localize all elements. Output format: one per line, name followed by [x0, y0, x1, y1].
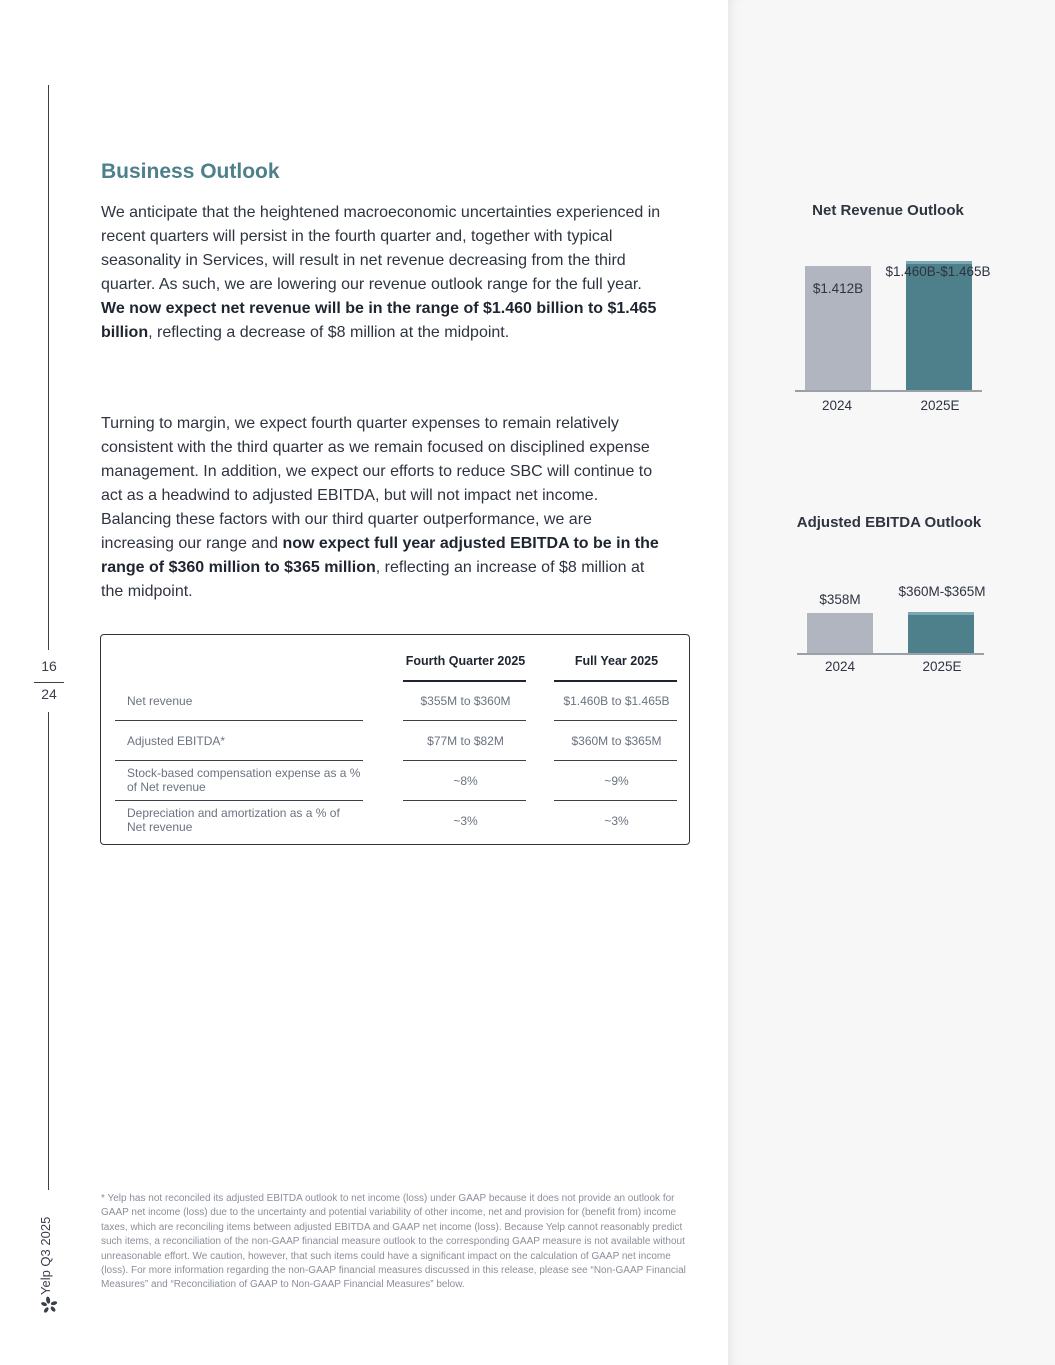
header-underline-q4 — [403, 680, 526, 682]
net-revenue-chart-title: Net Revenue Outlook — [812, 202, 964, 219]
page-number-divider — [34, 682, 64, 683]
cell-depreciation-fy: ~3% — [604, 814, 629, 828]
row-divider — [403, 760, 526, 761]
footnote: * Yelp has not reconciled its adjusted EBITDA outlook to net income (loss) under GAAP because it does not provide an outlook for GAAP net income (loss) due to the uncertainty and potential variability of other income, net and provision for (benefit from) income taxes, which are reconciling items between adjusted EBITDA and GAAP net income (loss). Because Yelp cannot reasonably predict such items, a reconciliation of the non-GAAP financial measure outlook to the corresponding GAAP measure is not available without unreasonable effort. We caution, however, that such items could have a significant impact on the calculation of GAAP net income (loss). For more information regarding the non-GAAP financial measures discussed in this release, please see “Non-GAAP Financial Measures” and “Reconciliation of GAAP to Non-GAAP Financial Measures” below. — [101, 1193, 686, 1291]
page-number-current: 16 — [41, 658, 57, 674]
row-divider — [403, 800, 526, 801]
adjusted-ebitda-label-2025e: $360M-$365M — [898, 584, 986, 599]
cell-sbc-q4: ~8% — [453, 774, 478, 788]
paragraph-text: We anticipate that the heightened macroeconomic uncertainties experienced in recent quarters will persist in the fourth quarter and, together with typical seasonality in Services, will result in net revenue decreasing from the third quarter. As such, we are lowering our revenue outlook range for the full year. — [101, 204, 661, 293]
report-label: Yelp Q3 2025 — [38, 1216, 53, 1295]
net-revenue-label-2025e: $1.460B-$1.465B — [885, 264, 991, 279]
adjusted-ebitda-category-2025e: 2025E — [922, 659, 962, 674]
cell-sbc-fy: ~9% — [604, 774, 629, 788]
row-divider — [403, 720, 526, 721]
rail-line-top — [48, 85, 49, 650]
cell-depreciation-q4: ~3% — [453, 814, 478, 828]
adjusted-ebitda-bar-2025e-range-cap — [908, 612, 974, 615]
cell-net-revenue-q4: $355M to $360M — [420, 694, 511, 708]
net-revenue-bar-2025e — [906, 262, 972, 390]
net-revenue-label-2024: $1.412B — [812, 281, 864, 296]
paragraph-highlight: We now expect net revenue will be in the range of $1.460 billion to $1.465 billion — [101, 300, 657, 341]
column-header-fy: Full Year 2025 — [574, 654, 659, 668]
adjusted-ebitda-category-2024: 2024 — [824, 659, 856, 674]
section-title: Business Outlook — [101, 160, 280, 183]
outlook-table — [100, 634, 690, 845]
cell-adjusted-ebitda-fy: $360M to $365M — [571, 734, 662, 748]
row-label-depreciation: Depreciation and amortization as a % of Net revenue — [127, 806, 340, 834]
row-divider — [554, 720, 677, 721]
row-divider — [554, 800, 677, 801]
paragraph-text: , reflecting a decrease of $8 million at the midpoint. — [148, 324, 510, 341]
paragraph-highlight: now expect full year adjusted EBITDA to be in the range of $360 million to $365 million — [101, 535, 659, 576]
paragraph-text: , reflecting an increase of $8 million at the midpoint. — [101, 559, 645, 600]
revenue-outlook-paragraph — [101, 201, 661, 345]
row-label-net-revenue: Net revenue — [127, 694, 193, 708]
adjusted-ebitda-label-2024: $358M — [819, 592, 861, 607]
paragraph-text: Turning to margin, we expect fourth quarter expenses to remain relatively consistent with the third quarter as we remain focused on disciplined expense management. In addition, we expect our efforts to reduce SBC will continue to act as a headwind to adjusted EBITDA, but will not impact net income. Balancing these factors with our third quarter outperformance, we are increasing our range and — [101, 415, 653, 552]
row-divider — [115, 760, 363, 761]
net-revenue-x-axis — [795, 390, 982, 392]
page-number-total: 24 — [41, 686, 57, 702]
header-underline-fy — [554, 680, 677, 682]
adjusted-ebitda-bar-2024 — [807, 613, 873, 653]
yelp-burst-icon — [40, 1296, 58, 1314]
cell-adjusted-ebitda-q4: $77M to $82M — [427, 734, 504, 748]
adjusted-ebitda-chart-title: Adjusted EBITDA Outlook — [796, 514, 982, 531]
adjusted-ebitda-x-axis — [797, 653, 984, 655]
row-divider — [115, 800, 363, 801]
margin-outlook-paragraph — [101, 412, 661, 604]
rail-line-bottom — [48, 712, 49, 1190]
net-revenue-category-2025e: 2025E — [920, 398, 960, 413]
row-label-sbc: Stock-based compensation expense as a % of Net revenue — [127, 766, 361, 794]
column-header-q4: Fourth Quarter 2025 — [405, 654, 526, 668]
row-divider — [115, 720, 363, 721]
cell-net-revenue-fy: $1.460B to $1.465B — [563, 694, 670, 708]
net-revenue-category-2024: 2024 — [821, 398, 853, 413]
row-divider — [554, 760, 677, 761]
adjusted-ebitda-bar-2025e — [908, 613, 974, 653]
row-label-adjusted-ebitda: Adjusted EBITDA* — [127, 734, 226, 748]
